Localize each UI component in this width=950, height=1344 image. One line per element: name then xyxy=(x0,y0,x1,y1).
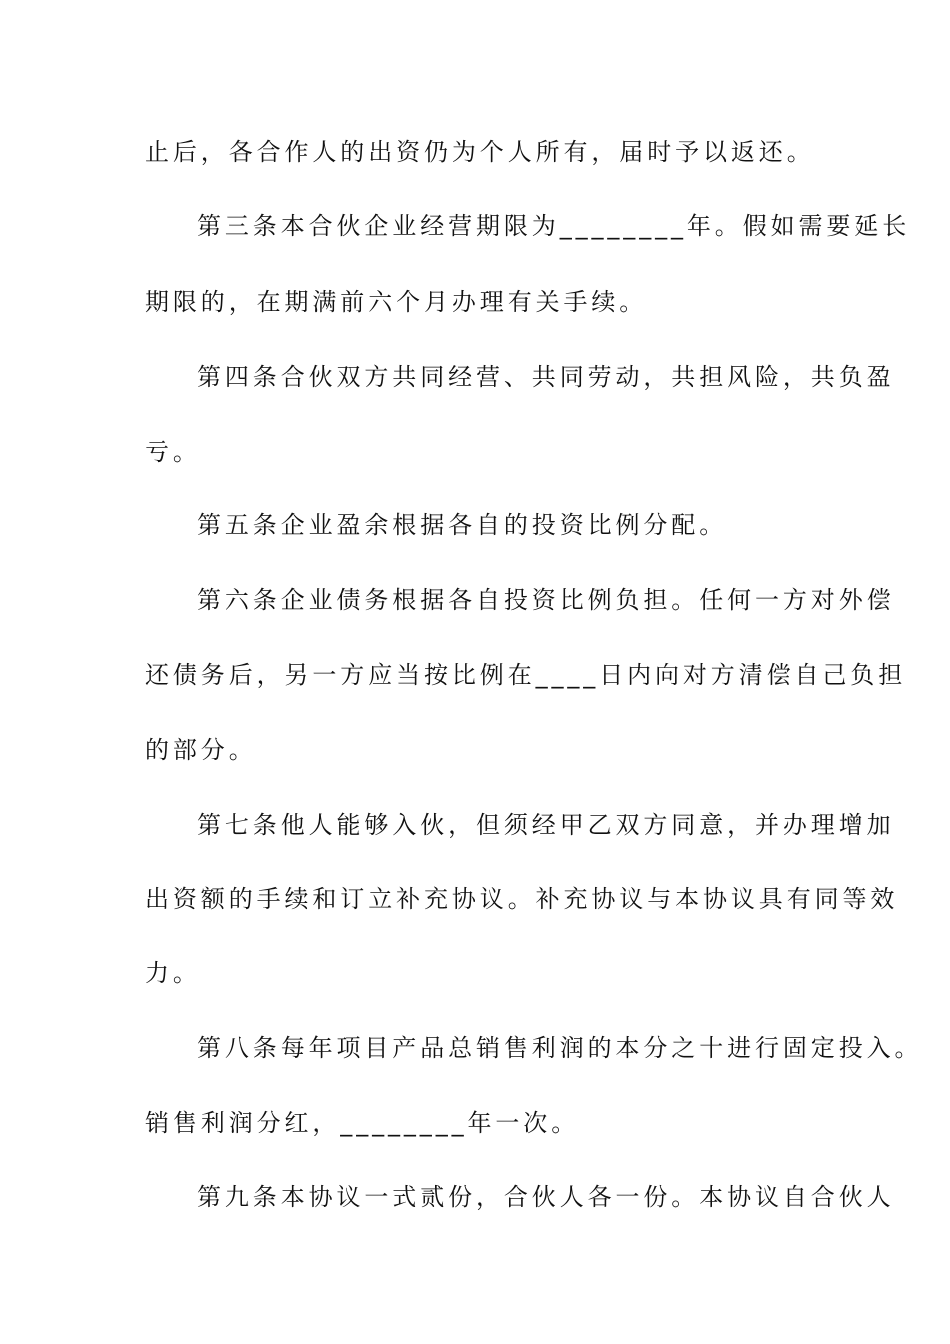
text-line-1: 止后，各合作人的出资仍为个人所有，届时予以返还。 xyxy=(145,138,815,166)
text-line-7: 第六条企业债务根据各自投资比例负担。任何一方对外偿 xyxy=(197,586,895,614)
text-line-12: 力。 xyxy=(145,959,201,987)
text-line-11: 出资额的手续和订立补充协议。补充协议与本协议具有同等效 xyxy=(145,885,899,913)
text-line-9: 的部分。 xyxy=(145,736,257,764)
text-line-10: 第七条他人能够入伙，但须经甲乙双方同意，并办理增加 xyxy=(197,811,895,839)
text-line-2: 第三条本合伙企业经营期限为________年。假如需要延长 xyxy=(197,212,911,240)
text-line-6: 第五条企业盈余根据各自的投资比例分配。 xyxy=(197,511,728,539)
text-line-3: 期限的，在期满前六个月办理有关手续。 xyxy=(145,288,648,316)
text-line-15: 第九条本协议一式贰份，合伙人各一份。本协议自合伙人 xyxy=(197,1183,895,1211)
text-line-8: 还债务后，另一方应当按比例在____日内向对方清偿自己负担 xyxy=(145,661,907,689)
text-line-4: 第四条合伙双方共同经营、共同劳动，共担风险，共负盈 xyxy=(197,363,895,391)
text-line-5: 亏。 xyxy=(145,438,201,466)
text-line-14: 销售利润分红，________年一次。 xyxy=(145,1109,580,1137)
text-line-13: 第八条每年项目产品总销售利润的本分之十进行固定投入。 xyxy=(197,1034,923,1062)
